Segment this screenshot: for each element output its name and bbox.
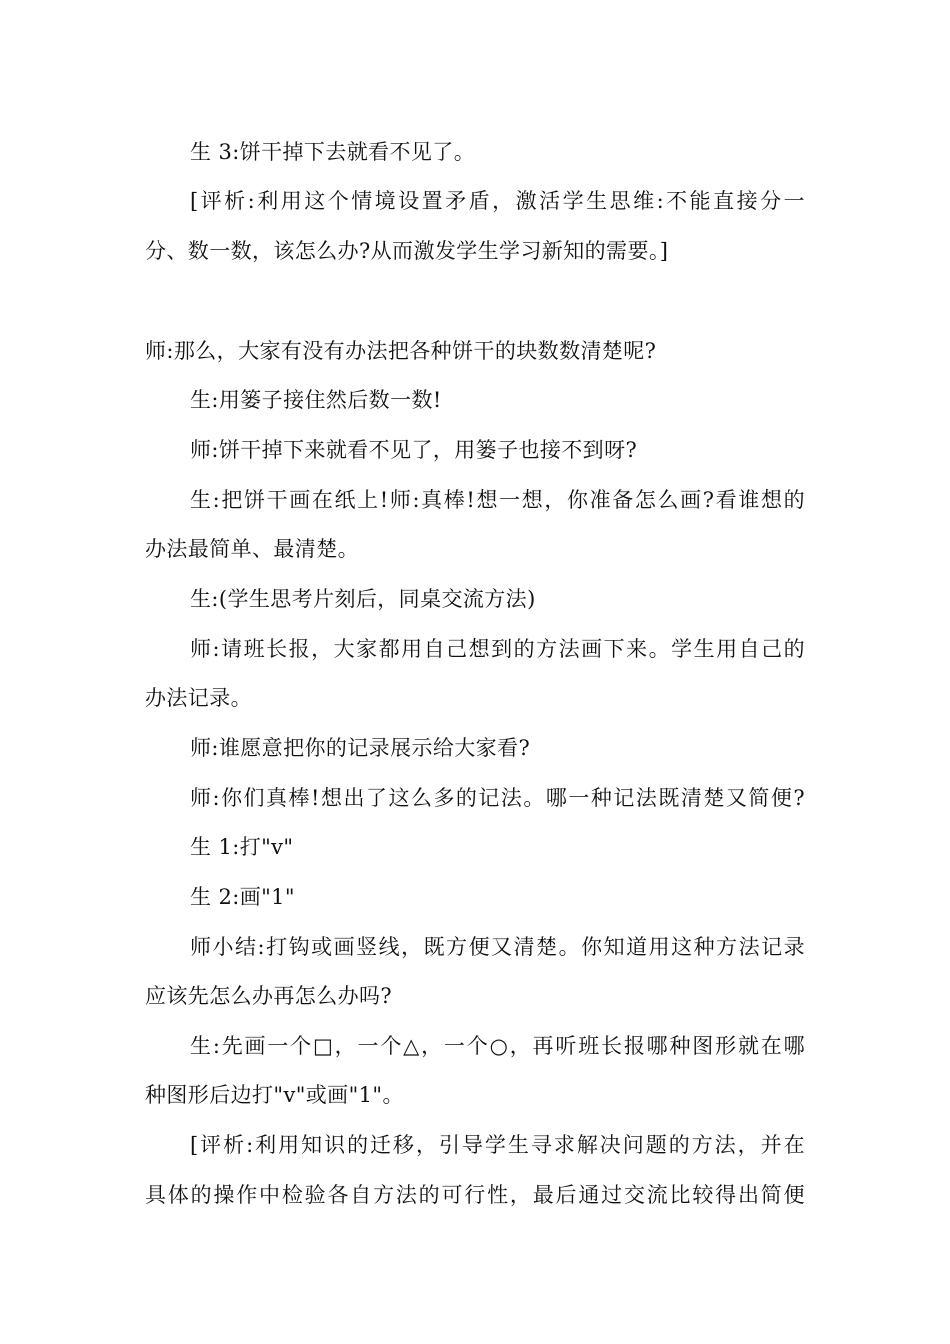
paragraph-line: 应该先怎么办再怎么办吗?: [145, 984, 393, 1008]
paragraph-line: 生:(学生思考片刻后，同桌交流方法): [190, 587, 536, 611]
paragraph-line: 办法最简单、最清楚。: [145, 537, 359, 561]
paragraph-line: 师小结:打钩或画竖线，既方便又清楚。你知道用这种方法记录: [190, 935, 805, 959]
paragraph-line: [评析:利用知识的迁移，引导学生寻求解决问题的方法，并在: [190, 1133, 805, 1157]
paragraph-line: 种图形后边打"v"或画"1"。: [145, 1083, 404, 1107]
paragraph-line: 办法记录。: [145, 686, 252, 710]
paragraph-line: 师:你们真棒!想出了这么多的记法。哪一种记法既清楚又简便?: [190, 786, 805, 810]
paragraph-line: 具体的操作中检验各自方法的可行性，最后通过交流比较得出简便: [145, 1183, 805, 1207]
paragraph-line: 生 2:画"1": [190, 885, 295, 909]
paragraph-line: 生:先画一个□，一个△，一个○，再听班长报哪种图形就在哪: [190, 1034, 805, 1058]
paragraph-line: 生:用篓子接住然后数一数!: [190, 388, 442, 412]
paragraph-line: 生 3:饼干掉下去就看不见了。: [190, 140, 476, 164]
paragraph-line: 分、数一数，该怎么办?从而激发学生学习新知的需要。]: [145, 239, 669, 263]
paragraph-line: 生 1:打"v": [190, 835, 294, 859]
paragraph-line: 师:饼干掉下来就看不见了，用篓子也接不到呀?: [190, 438, 638, 462]
paragraph-line: 师:那么，大家有没有办法把各种饼干的块数数清楚呢?: [145, 339, 657, 363]
paragraph-line: 师:谁愿意把你的记录展示给大家看?: [190, 736, 531, 760]
paragraph-line: 师:请班长报，大家都用自己想到的方法画下来。学生用自己的: [190, 637, 805, 661]
paragraph-line: 生:把饼干画在纸上!师:真棒!想一想，你准备怎么画?看谁想的: [190, 488, 805, 512]
paragraph-line: [评析:利用这个情境设置矛盾，激活学生思维:不能直接分一: [190, 189, 805, 213]
